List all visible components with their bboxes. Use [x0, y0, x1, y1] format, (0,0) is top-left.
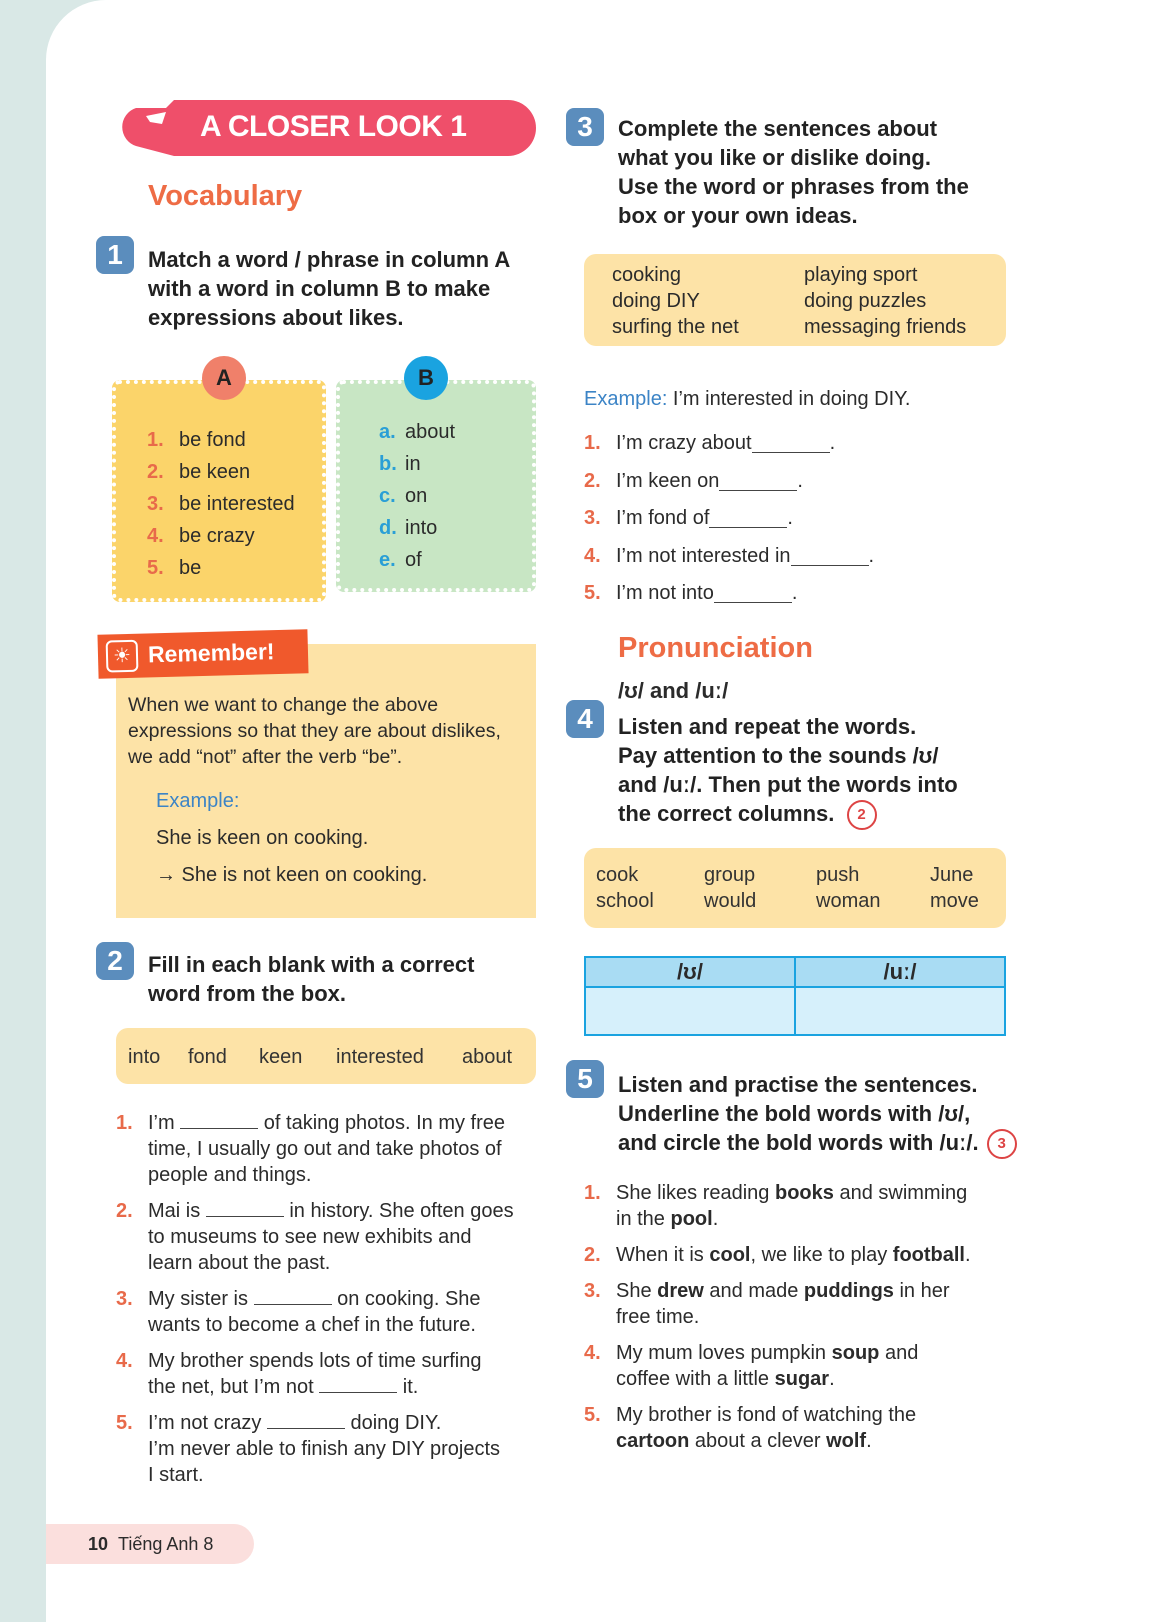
- list-item: 3. I’m fond of .: [584, 507, 793, 529]
- bold-word: drew: [657, 1280, 704, 1302]
- word-chip: about: [462, 1046, 513, 1068]
- audio-track-icon[interactable]: 2: [847, 800, 877, 830]
- word-chip: school: [596, 890, 654, 912]
- pronunciation-heading: Pronunciation: [618, 632, 813, 664]
- word-chip: keen: [259, 1046, 303, 1068]
- list-item: 5. I’m not into .: [584, 582, 798, 604]
- exercise-4-instruction: Listen and repeat the words. Pay attention to the sounds /ʊ/ and /uː/. Then put the words into the correct columns. 2: [618, 712, 958, 830]
- list-item: 3. be interested: [147, 493, 295, 515]
- exercise-3-instruction: Complete the sentences about what you like or dislike doing. Use the word or phrases from the box or your own ideas.: [618, 116, 969, 228]
- column-header: /ʊ/: [585, 957, 795, 987]
- blank-line: [791, 548, 869, 566]
- page-number: 10: [88, 1534, 109, 1554]
- blank-line: [752, 435, 830, 453]
- bold-word: puddings: [803, 1280, 894, 1302]
- exercise-5-items: [584, 1180, 1004, 1464]
- bold-word: cartoon: [616, 1430, 690, 1452]
- exercise-4-badge: 4: [566, 700, 604, 738]
- word-chip: group: [704, 864, 756, 886]
- list-item: 1. She likes reading books and swimming in the pool.: [584, 1182, 968, 1230]
- exercise-5-instruction: Listen and practise the sentences. Underline the bold words with /ʊ/, and circle the bold words with /uː/. 3: [618, 1070, 1017, 1159]
- bold-word: wolf: [826, 1430, 867, 1452]
- blank-line: [206, 1199, 284, 1217]
- lightbulb-icon: ☀: [106, 640, 139, 673]
- word-chip: interested: [336, 1046, 424, 1068]
- section-banner: [96, 100, 536, 156]
- phrase-box-left: cooking doing DIY surfing the net: [612, 264, 739, 338]
- word-box: [584, 848, 1006, 928]
- page-footer: [46, 1524, 254, 1564]
- word-chip: push: [816, 864, 860, 886]
- blank-line: [254, 1287, 332, 1305]
- remember-example-label: Example:: [156, 790, 240, 812]
- word-chip: cook: [596, 864, 639, 886]
- blank-line: [719, 473, 797, 491]
- list-item: 5. I’m not crazy doing DIY. I’m never able to finish any DIY projects I start.: [116, 1412, 501, 1486]
- exercise-3-example: Example: I’m interested in doing DIY.: [584, 388, 911, 410]
- list-item: 1. I’m of taking photos. In my free time, I usually go out and take photos of people and things.: [116, 1112, 506, 1186]
- list-item: 2. I’m keen on .: [584, 469, 803, 492]
- remember-label-tag: [97, 629, 308, 678]
- answer-cell[interactable]: [585, 987, 795, 1035]
- blank-line: [709, 510, 787, 528]
- exercise-2-instruction: Fill in each blank with a correct word from the box.: [148, 952, 475, 1006]
- bold-word: football: [892, 1244, 965, 1266]
- remember-example-2: → She is not keen on cooking.: [156, 864, 428, 886]
- textbook-page: [46, 0, 1152, 1622]
- blank-line: [180, 1111, 258, 1129]
- list-item: 2. When it is cool, we like to play football.: [584, 1244, 971, 1266]
- list-item: 4. be crazy: [147, 525, 255, 547]
- word-chip: move: [930, 890, 979, 912]
- list-item: 3. My sister is on cooking. She wants to become a chef in the future.: [116, 1288, 481, 1336]
- exercise-2-items: [116, 1110, 546, 1488]
- list-item: e. of: [379, 549, 422, 571]
- list-item: 1. I’m crazy about .: [584, 432, 836, 454]
- bold-word: books: [774, 1182, 834, 1204]
- column-header: /uː/: [795, 957, 1005, 987]
- bold-word: soup: [831, 1342, 880, 1364]
- word-chip: June: [930, 864, 974, 886]
- list-item: c. on: [379, 485, 428, 507]
- column-b-list: [379, 416, 455, 576]
- list-item: d. into: [379, 517, 438, 539]
- bold-word: sugar: [774, 1368, 830, 1390]
- list-item: 4. My brother spends lots of time surfing the net, but I’m not it.: [116, 1350, 482, 1398]
- phrase-box-right: playing sport doing puzzles messaging friends: [804, 264, 967, 338]
- column-a-list: [147, 424, 295, 584]
- list-item: 3. She drew and made puddings in her free time.: [584, 1280, 950, 1328]
- list-item: a. about: [379, 421, 456, 443]
- column-b-label: B: [404, 356, 448, 400]
- vocabulary-heading: Vocabulary: [148, 180, 303, 212]
- word-chip: into: [128, 1046, 161, 1068]
- bold-word: pool: [670, 1208, 713, 1230]
- remember-label: Remember!: [147, 638, 275, 668]
- exercise-2-badge: 2: [96, 942, 134, 980]
- exercise-3-items: [584, 425, 874, 613]
- banner-title: A CLOSER LOOK 1: [200, 110, 467, 143]
- word-chip: woman: [816, 890, 881, 912]
- blank-line: [267, 1411, 345, 1429]
- exercise-5-badge: 5: [566, 1060, 604, 1098]
- list-item: b. in: [379, 453, 421, 475]
- bold-word: cool: [709, 1244, 751, 1266]
- exercise-1-instruction: Match a word / phrase in column A with a word in column B to make expressions about likes.: [148, 247, 511, 330]
- word-chip: would: [704, 890, 757, 912]
- list-item: 5. be: [147, 557, 202, 579]
- answer-cell[interactable]: [795, 987, 1005, 1035]
- column-a-label: A: [202, 356, 246, 400]
- list-item: 4. My mum loves pumpkin soup and coffee with a little sugar.: [584, 1342, 919, 1390]
- audio-track-icon[interactable]: 3: [987, 1129, 1017, 1159]
- pronunciation-sounds: /ʊ/ and /uː/: [618, 678, 729, 703]
- word-chip: fond: [188, 1046, 227, 1068]
- exercise-3-badge: 3: [566, 108, 604, 146]
- blank-line: [319, 1375, 397, 1393]
- list-item: 4. I’m not interested in .: [584, 544, 875, 567]
- sound-columns-table: [584, 956, 1006, 1036]
- remember-text: When we want to change the above expressions so that they are about dislikes, we add “not” after the verb “be”.: [128, 694, 501, 768]
- list-item: 1. be fond: [147, 429, 246, 451]
- list-item: 2. be keen: [147, 461, 251, 483]
- list-item: 2. Mai is in history. She often goes to museums to see new exhibits and learn about the past.: [116, 1200, 514, 1274]
- exercise-1-badge: 1: [96, 236, 134, 274]
- remember-example-1: She is keen on cooking.: [156, 827, 369, 849]
- blank-line: [714, 585, 792, 603]
- book-title: Tiếng Anh 8: [118, 1534, 214, 1554]
- list-item: 5. My brother is fond of watching the cartoon about a clever wolf.: [584, 1404, 917, 1452]
